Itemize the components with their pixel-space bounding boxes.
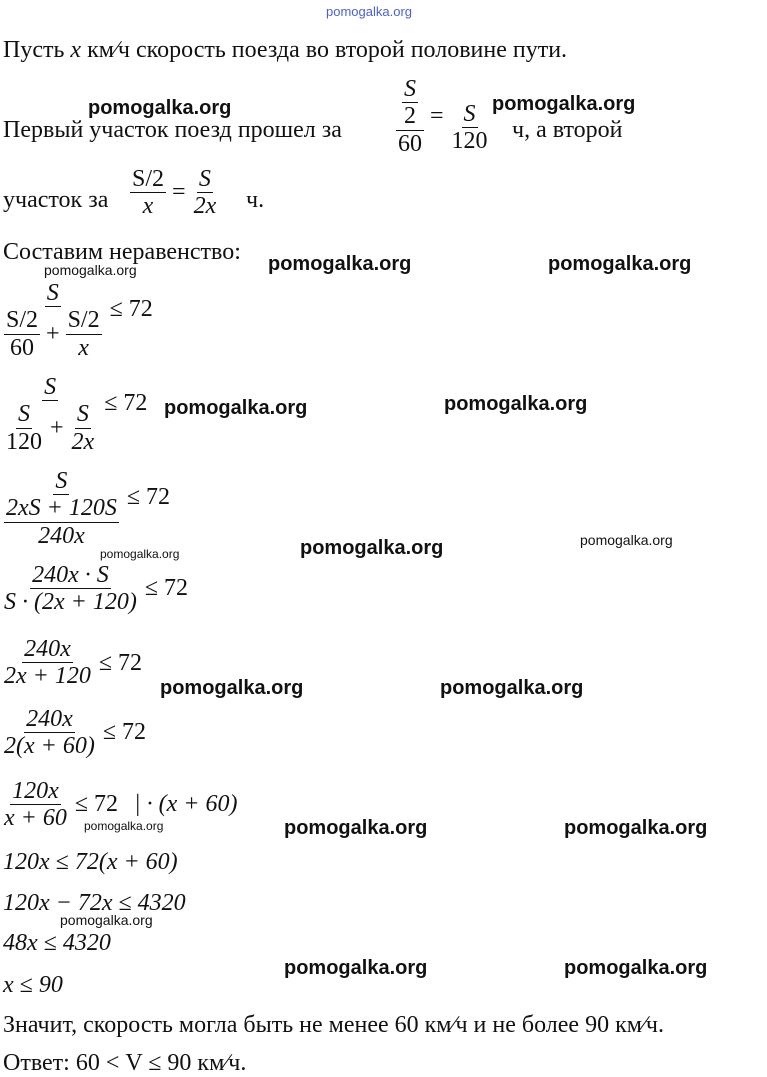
step3-num: S	[55, 468, 68, 494]
frac-den-2x: 2x	[193, 193, 217, 220]
step2-num: S	[44, 374, 57, 400]
intro-line	[3, 38, 567, 62]
step2-le: ≤ 72	[104, 390, 148, 416]
first-leg-text: Первый участок поезд прошел за	[3, 117, 342, 143]
frac-num-s: S	[404, 76, 416, 102]
inequality-step-4	[2, 562, 194, 616]
step7-le: ≤ 72	[74, 791, 119, 818]
inequality-step-8: 120x ≤ 72(x + 60)	[3, 849, 178, 875]
intro-let: Пусть	[3, 37, 65, 63]
watermark: pomogalka.org	[440, 677, 584, 699]
step5-den: 2x + 120	[4, 663, 91, 690]
watermark: pomogalka.org	[284, 817, 428, 839]
step1-le: ≤ 72	[109, 296, 153, 322]
watermark: pomogalka.org	[44, 262, 137, 278]
frac-num-s2: S/2	[132, 166, 165, 192]
step3-le: ≤ 72	[126, 484, 171, 510]
step5-num: 240x	[24, 636, 71, 662]
step5-le: ≤ 72	[98, 650, 143, 676]
conclusion: Значит, скорость могла быть не менее 60 км∕ч и не более 90 км∕ч.	[3, 1012, 664, 1038]
step6-num: 240x	[26, 706, 73, 732]
watermark: pomogalka.org	[268, 253, 412, 275]
frac-den-120: 120	[451, 128, 488, 155]
watermark: pomogalka.org	[300, 537, 444, 559]
inequality-step-3	[2, 468, 176, 549]
frac-num-s: S	[463, 100, 476, 127]
watermark: pomogalka.org	[548, 253, 692, 275]
step2-b-den: 2x	[71, 428, 95, 455]
step7-den: x + 60	[4, 805, 67, 832]
step2-a-den: 120	[6, 428, 42, 455]
step1-a-num: S/2	[6, 307, 39, 334]
watermark: pomogalka.org	[84, 819, 164, 833]
watermark: pomogalka.org	[564, 817, 708, 839]
frac-s-over-120	[450, 101, 490, 155]
watermark: pomogalka.org	[444, 393, 588, 415]
top-watermark: pomogalka.org	[326, 4, 412, 19]
step1-a-den: 60	[10, 334, 34, 361]
inequality-step-1	[2, 280, 159, 361]
step1-b-num: S/2	[67, 307, 100, 334]
step1-frac: S $\frac{S/2}{60}$ + $\frac{S/2}{x}$	[6, 280, 100, 361]
frac-s-over-2x	[192, 166, 219, 220]
step2-a-num: S	[18, 401, 30, 428]
step3-inner-num: 2xS + 120S	[6, 495, 117, 522]
step7-multiplier: | · (x + 60)	[134, 791, 238, 818]
watermark: pomogalka.org	[60, 912, 153, 928]
intro-rest: скорость поезда во второй половине пути.	[136, 37, 568, 63]
step6-le: ≤ 72	[102, 719, 147, 746]
inequality-step-6	[2, 706, 152, 760]
inequality-step-9: 120x − 72x ≤ 4320	[3, 890, 186, 916]
step6-frac	[2, 706, 97, 760]
watermark: pomogalka.org	[88, 97, 232, 119]
first-leg-tail: ч, а второй	[512, 117, 623, 143]
watermark: pomogalka.org	[160, 677, 304, 699]
intro-unit: км∕ч	[87, 37, 131, 63]
watermark: pomogalka.org	[164, 397, 308, 419]
frac-den-2: 2	[404, 103, 416, 130]
frac-num-s: S	[198, 166, 211, 192]
watermark: pomogalka.org	[492, 93, 636, 115]
second-leg-formula: $\frac{S/2}{x}$ = $\frac{S}{2x}$	[132, 166, 217, 220]
compose-heading: Составим неравенство:	[3, 239, 241, 265]
step4-le: ≤ 72	[144, 575, 189, 602]
step1-b-den: x	[78, 334, 89, 361]
answer: Ответ: 60 < V ≤ 90 км∕ч.	[3, 1050, 247, 1076]
step7-frac	[2, 778, 69, 832]
step7-num: 120x	[12, 778, 59, 804]
inequality-step-10: 48x ≤ 4320	[3, 930, 111, 956]
step1-num: S	[46, 280, 59, 306]
inequality-step-2	[2, 374, 153, 455]
intro-var: x	[70, 37, 82, 63]
inequality-step-5	[2, 636, 148, 690]
second-leg-tail: ч.	[246, 187, 265, 213]
frac-s2-over-60	[396, 76, 424, 157]
step5-frac	[2, 636, 93, 690]
frac-s2-over-x	[130, 166, 166, 220]
step3-frac	[2, 468, 121, 549]
step3-inner-den: 240x	[38, 522, 85, 549]
step4-den: S · (2x + 120)	[4, 589, 137, 616]
step4-num: 240x · S	[32, 562, 109, 588]
watermark: pomogalka.org	[100, 547, 180, 561]
step2-b-num: S	[76, 401, 89, 428]
watermark: pomogalka.org	[564, 957, 708, 979]
step2-frac: S $\frac{S}{120}$ + $\frac{S}{2x}$	[6, 374, 95, 455]
frac-den-x: x	[142, 193, 154, 220]
watermark: pomogalka.org	[284, 957, 428, 979]
step4-frac	[2, 562, 139, 616]
watermark: pomogalka.org	[580, 532, 673, 548]
inequality-step-11: x ≤ 90	[3, 972, 63, 998]
first-leg-formula: $\frac{\frac{S}{2}}{60}$ = $\frac{S}{120}$	[398, 76, 488, 157]
frac-den-60: 60	[398, 130, 422, 157]
step6-den: 2(x + 60)	[4, 733, 95, 760]
second-leg-text: участок за	[3, 187, 109, 213]
